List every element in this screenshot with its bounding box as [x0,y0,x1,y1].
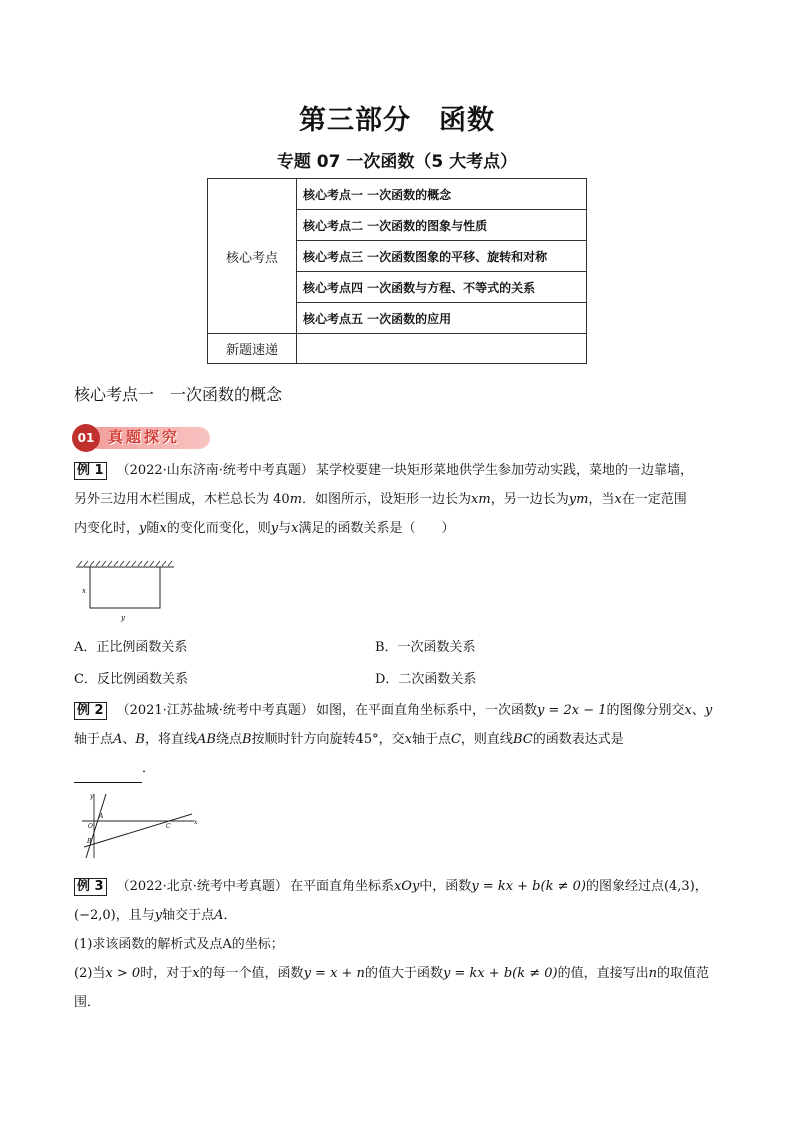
equation: y = kx + b(k ≠ 0) [471,879,586,894]
toc-item-2: 核心考点二 一次函数的图象与性质 [297,210,587,241]
text: 轴于点 [74,732,114,747]
topics-table [207,178,587,364]
text: 在平面直角坐标系 [289,879,394,894]
example-1-options [74,636,724,696]
text: 与 [278,521,292,536]
toc-item-3: 核心考点三 一次函数图象的平移、旋转和对称 [297,241,587,272]
text: 随 [146,521,160,536]
text: 内变化时， [74,521,140,536]
example-1-tag: 例 1 [74,462,107,480]
text: 的图像分别交 [606,703,685,718]
text: 绕点 [215,732,242,747]
new-questions-label-cell: 新题速递 [208,334,297,364]
text: 某学校要建一块矩形菜地供学生参加劳动实践，菜地的一边靠墙， [315,463,693,478]
equation: x > 0 [105,966,141,981]
fig-label-x: x [82,587,86,595]
example-3-tag: 例 3 [74,878,107,896]
text: ，当 [588,492,615,507]
toc-item-4: 核心考点四 一次函数与方程、不等式的关系 [297,272,587,303]
example-3-text [74,872,724,1017]
var: x [192,966,200,981]
text: (2)当 [74,966,106,981]
text: 中，函数 [419,879,472,894]
garden-rectangle [90,567,160,608]
option-c[interactable]: C．反比例函数关系 [74,672,188,687]
example-1-text [74,456,724,543]
var: y [139,521,147,536]
fence-figure [74,560,184,626]
example-2-tag: 例 2 [74,702,107,720]
section-badge [72,424,212,452]
text: ，则直线 [460,732,513,747]
var: A [214,908,224,923]
question-1: (1)求该函数的解析式及点A的坐标； [74,937,284,952]
equation: y = kx + b(k ≠ 0) [442,966,558,981]
text: 轴于点 [411,732,451,747]
var: BC [512,732,533,747]
text: 时，对于 [140,966,193,981]
point-label-c: C [166,823,171,830]
var: A [113,732,123,747]
toc-item-5: 核心考点五 一次函数的应用 [297,303,587,334]
axis-label-y: y [90,793,94,800]
text: 的图象经过点(4,3)， [585,879,708,894]
equation: y = 2x − 1 [536,703,607,718]
var: n [648,966,657,981]
core-label-cell: 核心考点 [208,179,297,334]
answer-blank[interactable] [74,768,142,783]
text: ．如图所示，设矩形一边长为 [302,492,472,507]
example-2-text [74,696,724,783]
text: 、 [691,703,705,718]
wall-hatch [78,561,172,566]
var: m [576,492,589,507]
var: x [471,492,479,507]
var: y [154,908,163,923]
point-label-o: O [88,823,93,830]
var: m [478,492,491,507]
toc-item-1: 核心考点一 一次函数的概念 [297,179,587,210]
text: 的值大于函数 [364,966,443,981]
option-b[interactable]: B．一次函数关系 [375,640,476,655]
axis-label-x: x [194,819,198,826]
var: x [614,492,622,507]
option-a[interactable]: A．正比例函数关系 [74,640,188,655]
var: AB [197,732,216,747]
text: 的值，直接写出 [557,966,649,981]
section-heading: 核心考点一 一次函数的概念 [74,385,283,404]
text: 如图，在平面直角坐标系中，一次函数 [315,703,537,718]
text: 轴交于点 [162,908,215,923]
text: ． [142,761,156,776]
var: y [270,521,279,536]
var: B [241,732,252,747]
new-questions-value-cell [297,334,587,364]
point-label-a: A [99,813,104,820]
example-3-source: （2022·北京·统考中考真题） [116,879,288,894]
badge-number: 01 [72,424,100,452]
text: 、 [122,732,136,747]
var: x [404,732,412,747]
badge-label: 真题探究 [108,428,181,446]
text: 的每一个值，函数 [199,966,304,981]
var: C [450,732,461,747]
var: m [289,492,303,507]
page-title: 第三部分 函数 [299,105,495,136]
equation: y = x + n [303,966,365,981]
text: 的函数表达式是 [532,732,624,747]
text: (−2,0)，且与 [74,908,155,923]
option-d[interactable]: D．二次函数关系 [375,672,477,687]
coordinate-figure [78,790,202,860]
var: x [291,521,299,536]
text: 的变化而变化，则 [166,521,271,536]
text: 另外三边用木栏围成，木栏总长为 40 [74,492,290,507]
page-subtitle: 专题 07 一次函数（5 大考点） [276,152,518,172]
fig-label-y: y [121,614,125,622]
var: y [568,492,577,507]
var: y [704,703,713,718]
point-label-b: B [87,838,92,845]
text: 在一定范围 [621,492,687,507]
text: ，另一边长为 [490,492,569,507]
question-2-end: 围． [74,995,101,1010]
var: x [684,703,692,718]
text: ，交 [378,732,405,747]
text: ． [223,908,237,923]
var: x [159,521,167,536]
example-1-source: （2022·山东济南·统考中考真题） [116,463,314,478]
text: 按顺时针方向旋转 [251,732,356,747]
text: 的取值范 [656,966,709,981]
var: xOy [393,879,420,894]
example-2-source: （2021·江苏盐城·统考中考真题） [116,703,314,718]
text: 满足的函数关系是（ ） [298,521,455,536]
text: ，将直线 [144,732,197,747]
angle: 45° [355,732,379,747]
var: B [135,732,145,747]
